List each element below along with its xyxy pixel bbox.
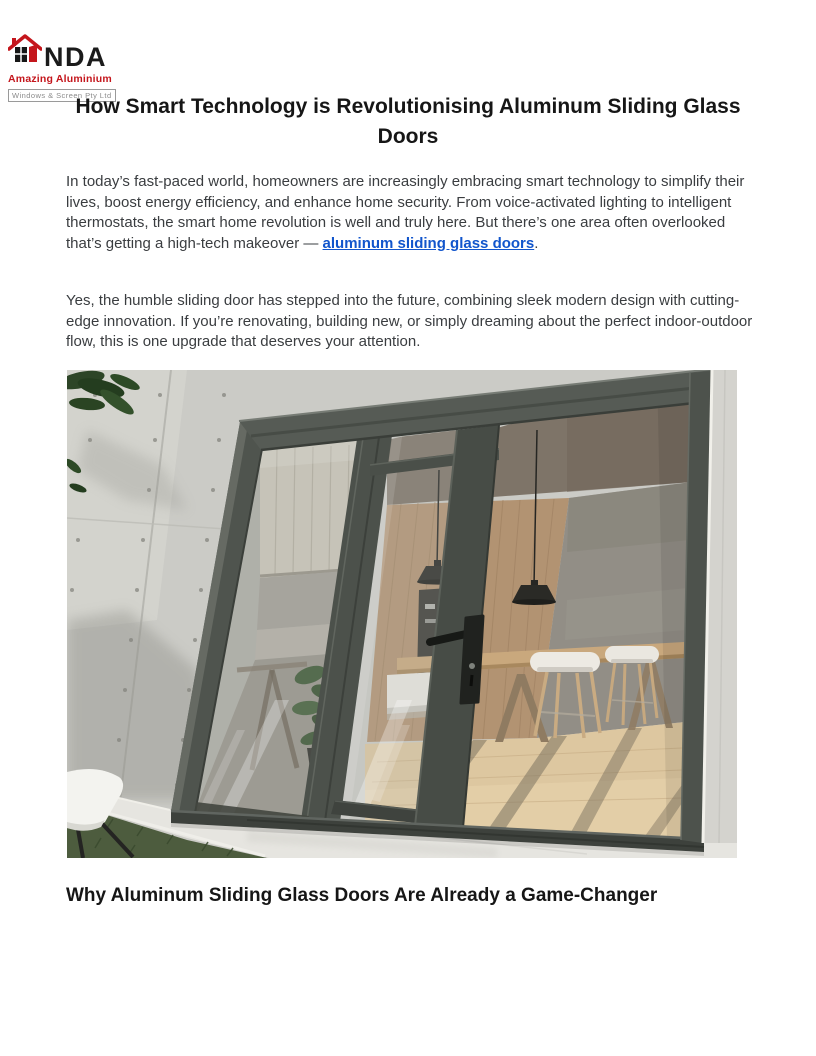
logo-tagline-primary: Amazing Aluminium bbox=[8, 73, 112, 85]
article-title: How Smart Technology is Revolutionising Aluminum Sliding Glass Doors bbox=[75, 95, 741, 148]
house-logo-icon bbox=[8, 34, 42, 71]
aluminum-sliding-glass-doors-link[interactable]: aluminum sliding glass doors bbox=[322, 234, 535, 252]
sliding-door-scene bbox=[67, 370, 737, 858]
intro-paragraph bbox=[66, 172, 754, 254]
section-heading: Why Aluminum Sliding Glass Doors Are Already a Game-Changer bbox=[66, 885, 658, 906]
intro-text: In today’s fast-paced world, homeowners are increasingly embracing smart technology to simplify their lives, boost energy efficiency, and enhance home security. From voice-activated lighting to intelligent thermostats, the smart home revolution is well and truly here. But there’s one area often overlooked that’s getting a high-tech makeover — bbox=[66, 173, 745, 252]
intro-text-end: . bbox=[534, 234, 539, 252]
logo-wordmark: NDA bbox=[44, 42, 107, 73]
second-paragraph: Yes, the humble sliding door has stepped into the future, combining sleek modern design with cutting-edge innovation. If you’re renovating, building new, or simply dreaming about the perfect indoor-outdoor flow, this is one upgrade that deserves your attention. bbox=[66, 292, 753, 351]
hero-image-sliding-door-photo bbox=[67, 370, 737, 858]
logo-tagline-secondary: Windows & Screen Pty Ltd bbox=[8, 89, 116, 102]
handle-lock-cylinder bbox=[469, 663, 475, 669]
